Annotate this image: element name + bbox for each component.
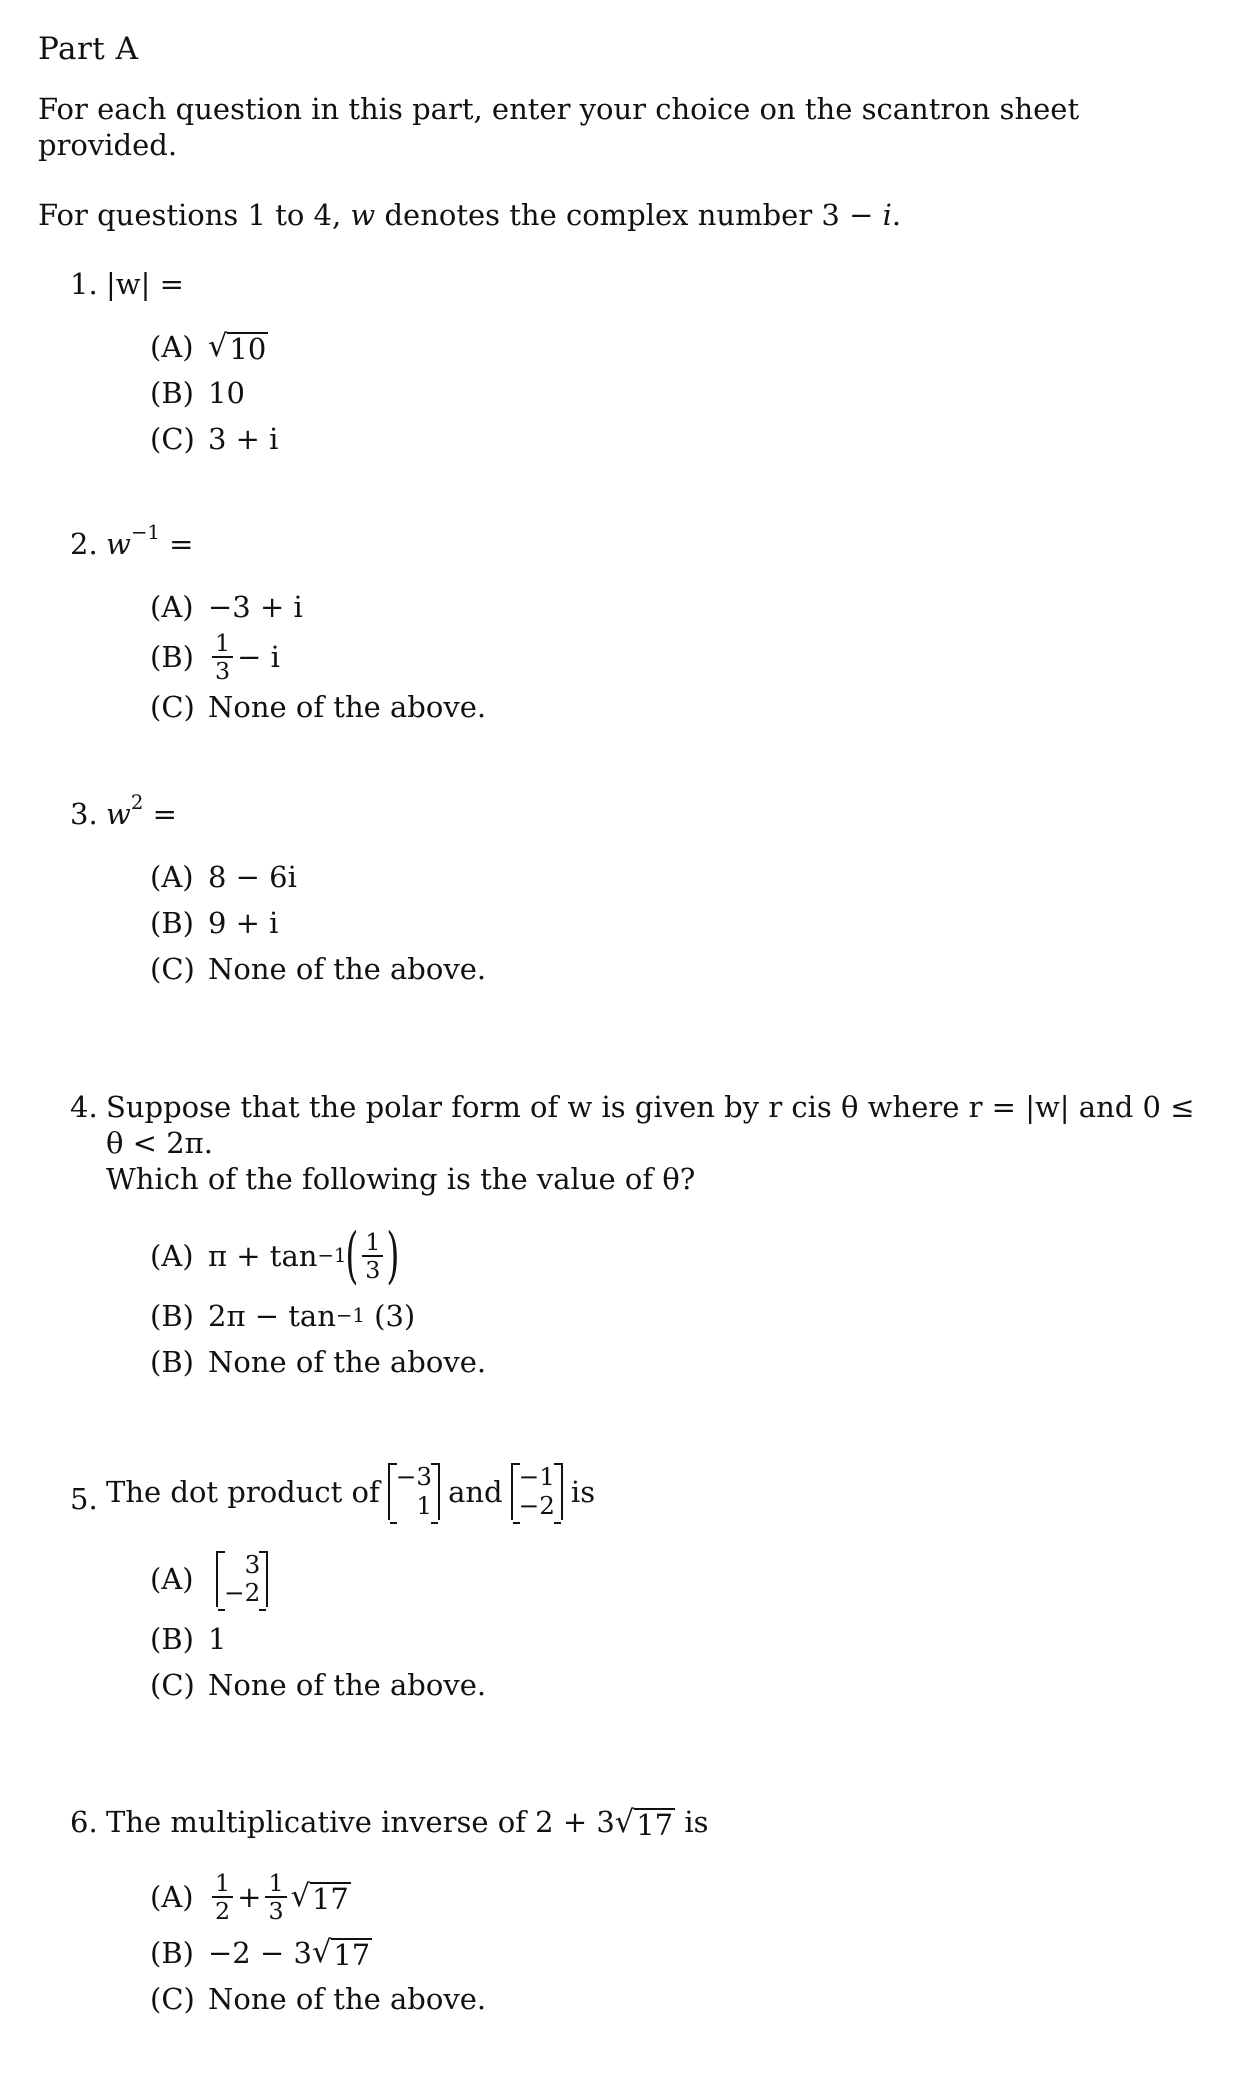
choice-label: (B): [150, 1345, 194, 1380]
choice-list: [106, 1864, 1208, 2022]
choice-text: − i: [237, 640, 280, 675]
choice-expression: [208, 1870, 351, 1924]
choice-label: (B): [150, 1621, 194, 1656]
sqrt-radicand: 17: [636, 1808, 674, 1842]
stem-equals: =: [152, 797, 177, 832]
choice-list: [106, 1542, 1208, 1708]
instruction-variable: w: [350, 198, 376, 233]
vector-entry: −2: [518, 1490, 555, 1520]
stem-base: w: [106, 797, 131, 832]
choice-a: [150, 1219, 1208, 1293]
stem-prefix: The dot product of: [106, 1474, 380, 1509]
fraction-numerator: 1: [215, 629, 231, 657]
instruction-line-1: For each question in this part, enter your choice on the scantron sheet provided.: [38, 91, 1080, 162]
vector-2: [511, 1463, 563, 1520]
choice-text: (3): [374, 1299, 416, 1334]
choice-label: (A): [150, 329, 194, 364]
choice-text: None of the above.: [208, 1667, 487, 1702]
sqrt-expression: [291, 1878, 351, 1916]
question-number: 5.: [70, 1482, 98, 1517]
choice-c: [150, 1976, 1208, 2022]
sqrt-radicand: 17: [311, 1882, 349, 1917]
question-stem: [106, 1804, 1208, 1842]
fraction-numerator: 1: [215, 1868, 231, 1897]
choice-c: [150, 684, 1208, 730]
choice-label: (B): [150, 906, 194, 941]
fraction: [212, 630, 233, 684]
choice-label: (B): [150, 640, 194, 675]
question-1: [38, 266, 1208, 462]
question-stem: [106, 1089, 1208, 1198]
choice-c: [150, 947, 1208, 993]
choice-a: [150, 1864, 1208, 1930]
choice-b: [150, 370, 1208, 416]
question-stem: |w| =: [106, 266, 184, 301]
instruction-text: .: [891, 198, 902, 233]
stem-line-2: Which of the following is the value of θ?: [106, 1162, 696, 1197]
fraction-numerator: 1: [268, 1868, 284, 1897]
instruction-imaginary-unit: i: [882, 198, 892, 233]
choice-b: [150, 901, 1208, 947]
choice-a: [150, 1542, 1208, 1616]
choice-prefix: 2π − tan: [208, 1299, 336, 1334]
choice-label: (C): [150, 1981, 195, 2016]
choice-label: (C): [150, 952, 195, 987]
choice-prefix: −2 − 3: [208, 1935, 312, 1970]
stem-base: w: [106, 526, 131, 561]
choice-a: [150, 584, 1208, 630]
choice-a: [150, 855, 1208, 901]
choice-b: [150, 1930, 1208, 1976]
choice-label: (C): [150, 1667, 195, 1702]
choice-list: [106, 324, 1208, 462]
vector-entry: −1: [518, 1462, 555, 1492]
choice-expression: [208, 630, 280, 684]
choice-expression: π + tan −1 ( $\frac{1}{3}$ ): [208, 1219, 400, 1291]
fraction-numerator: 1: [365, 1228, 381, 1257]
stem-exponent: 2: [130, 791, 144, 815]
sqrt-symbol: √: [614, 1805, 635, 1840]
fraction-denominator: 2: [212, 1896, 233, 1924]
choice-text: 3 + i: [208, 421, 279, 456]
choice-label: (B): [150, 375, 194, 410]
choice-prefix: π + tan: [208, 1239, 318, 1274]
question-number: 1.: [70, 266, 98, 301]
sqrt-radicand: 10: [229, 331, 267, 366]
question-number: 2.: [70, 526, 98, 561]
stem-end: is: [570, 1474, 596, 1509]
fraction: [265, 1870, 286, 1924]
choice-a: [150, 324, 1208, 370]
sqrt-radicand: 17: [333, 1938, 371, 1973]
choice-text: 8 − 6i: [208, 860, 297, 895]
choice-label: (A): [150, 589, 194, 624]
choice-c: [150, 416, 1208, 462]
choice-label: (A): [150, 1879, 194, 1914]
vector-entry: 1: [416, 1490, 433, 1520]
question-4: [38, 1089, 1208, 1386]
sqrt-symbol: √: [311, 1935, 332, 1971]
vector-1: [388, 1463, 440, 1520]
sqrt-symbol: √: [290, 1879, 310, 1915]
choice-c: [150, 1339, 1208, 1385]
question-number: 3.: [70, 797, 98, 832]
fraction: [212, 1870, 233, 1924]
choice-text: None of the above.: [208, 952, 487, 987]
question-stem: [106, 520, 1208, 562]
stem-end: is: [684, 1805, 709, 1839]
vector-entry: −3: [395, 1462, 433, 1492]
question-number: 6.: [70, 1805, 98, 1839]
plus-sign: +: [237, 1879, 262, 1914]
sqrt-symbol: √: [208, 328, 228, 364]
sqrt-expression: [615, 1804, 675, 1842]
question-number: 4.: [70, 1089, 98, 1124]
right-paren: ): [386, 1219, 400, 1291]
choice-text: 1: [208, 1621, 227, 1656]
answer-vector: [216, 1551, 268, 1608]
question-5: [38, 1463, 1208, 1708]
choice-b: [150, 630, 1208, 684]
choice-label: (C): [150, 690, 195, 725]
choice-text: None of the above.: [208, 1345, 487, 1380]
choice-text: None of the above.: [208, 1981, 487, 2016]
exam-page: [38, 30, 1208, 2022]
choice-label: (B): [150, 1935, 194, 1970]
choice-b: [150, 1293, 1208, 1339]
choice-text: −3 + i: [208, 589, 303, 624]
choice-b: [150, 1616, 1208, 1662]
choice-list: [106, 584, 1208, 730]
sqrt-expression: [312, 1934, 372, 1972]
instruction-text: denotes the complex number 3 −: [375, 198, 883, 233]
question-stem: [106, 791, 1208, 832]
instruction-line-2: [38, 197, 1208, 233]
sqrt-expression: [208, 328, 268, 366]
choice-text: 10: [208, 375, 245, 410]
question-2: [38, 520, 1208, 731]
choice-expression: 2π − tan −1 (3): [208, 1299, 416, 1334]
choice-label: (A): [150, 1561, 194, 1596]
choice-label: (A): [150, 1239, 194, 1274]
stem-and: and: [448, 1474, 503, 1509]
fraction-denominator: 3: [212, 656, 233, 684]
fraction-denominator: 3: [362, 1255, 383, 1283]
vector-entry: 3: [244, 1549, 261, 1579]
stem-exponent: −1: [130, 520, 160, 544]
choice-c: [150, 1662, 1208, 1708]
stem-line-1: Suppose that the polar form of w is given by r cis θ where r = |w| and 0 ≤ θ < 2π.: [106, 1089, 1195, 1160]
choice-label: (A): [150, 860, 194, 895]
fraction: [362, 1229, 383, 1283]
question-6: [38, 1804, 1208, 2022]
choice-expression: [208, 1934, 372, 1972]
question-3: [38, 791, 1208, 992]
fraction-denominator: 3: [265, 1896, 286, 1924]
choice-label: (B): [150, 1299, 194, 1334]
choice-text: 9 + i: [208, 906, 279, 941]
stem-prefix: The multiplicative inverse of 2 + 3: [106, 1805, 615, 1839]
choice-list: [106, 855, 1208, 993]
choice-text: None of the above.: [208, 690, 487, 725]
stem-equals: =: [169, 526, 194, 561]
instruction-text: For questions 1 to 4,: [38, 198, 351, 233]
question-stem: [106, 1463, 1208, 1520]
choice-label: (C): [150, 421, 195, 456]
vector-entry: −2: [224, 1578, 261, 1607]
left-paren: (: [345, 1219, 359, 1291]
choice-list: [106, 1219, 1208, 1385]
part-title: Part A: [38, 31, 139, 67]
